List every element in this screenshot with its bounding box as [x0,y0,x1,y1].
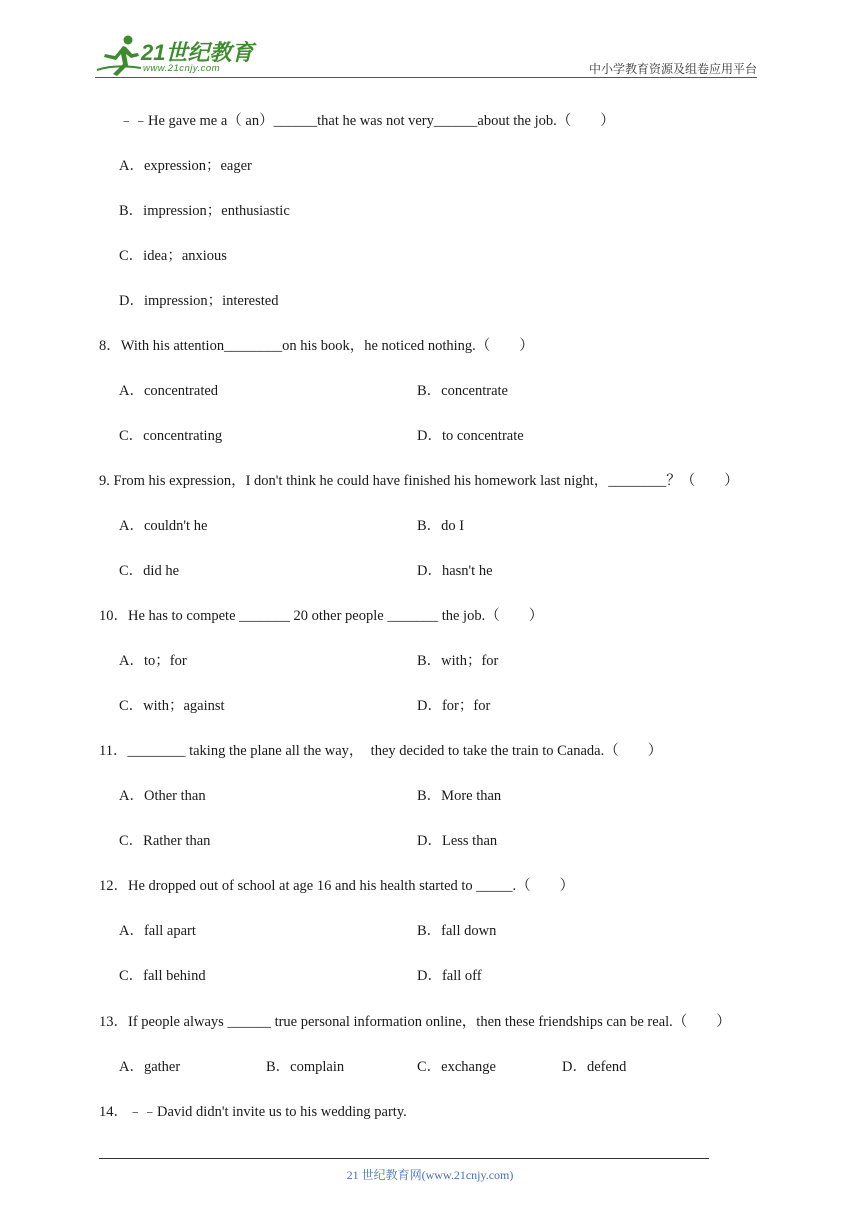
option-d[interactable]: D．fall off [417,968,482,984]
logo-url: www.21cnjy.com [143,63,221,74]
question-stem: 8．With his attention________on his book，he noticed nothing.（ ） [99,338,534,354]
option-a[interactable]: A．expression；eager [119,158,252,174]
option-c[interactable]: C．concentrating [119,428,223,444]
option-b[interactable]: B．impression；enthusiastic [119,203,290,219]
option-b[interactable]: B．concentrate [417,383,508,399]
option-b[interactable]: B．do I [417,518,465,534]
option-d[interactable]: D．hasn't he [417,563,493,579]
page-header [0,0,860,80]
option-c[interactable]: C．exchange [417,1059,496,1075]
logo-text: 21世纪教育 [141,40,254,65]
question-stem: 14．﹣﹣David didn't invite us to his wedding party. [99,1104,407,1120]
option-a[interactable]: A．couldn't he [119,518,208,534]
question-stem: ﹣﹣He gave me a（ an）______that he was not very______about the job.（ ） [119,113,615,129]
header-divider [95,77,757,78]
option-a[interactable]: A．concentrated [119,383,219,399]
option-b[interactable]: B．fall down [417,923,497,939]
option-c[interactable]: C．fall behind [119,968,206,984]
option-c[interactable]: C．with；against [119,698,225,714]
option-a[interactable]: A．to；for [119,653,187,669]
platform-title: 中小学教育资源及组卷应用平台 [588,62,757,76]
option-d[interactable]: D．for；for [417,698,491,714]
option-c[interactable]: C．Rather than [119,833,211,849]
question-stem: 10．He has to compete _______ 20 other people _______ the job.（ ） [99,608,544,624]
option-b[interactable]: B．complain [266,1059,345,1075]
option-a[interactable]: A．Other than [119,788,206,804]
option-d[interactable]: D．impression；interested [119,293,279,309]
question-stem: 9. From his expression，I don't think he could have finished his homework last night，________？（ ） [99,473,739,489]
runner-logo-icon [95,34,143,78]
option-d[interactable]: D．Less than [417,833,498,849]
question-stem: 13．If people always ______ true personal information online，then these friendships can be real.（ ） [99,1014,731,1030]
option-d[interactable]: D．defend [562,1059,627,1075]
site-logo [95,34,260,78]
option-a[interactable]: A．fall apart [119,923,196,939]
option-a[interactable]: A．gather [119,1059,181,1075]
question-stem: 12．He dropped out of school at age 16 and his health started to _____.（ ） [99,878,575,894]
footer-source[interactable]: 21 世纪教育网(www.21cnjy.com) [346,1168,514,1182]
option-d[interactable]: D．to concentrate [417,428,524,444]
footer-divider [99,1158,709,1159]
option-c[interactable]: C．did he [119,563,180,579]
option-b[interactable]: B．with；for [417,653,499,669]
option-c[interactable]: C．idea；anxious [119,248,227,264]
question-stem: 11．________ taking the plane all the way， they decided to take the train to Canada.（ ） [99,743,663,759]
option-b[interactable]: B．More than [417,788,502,804]
